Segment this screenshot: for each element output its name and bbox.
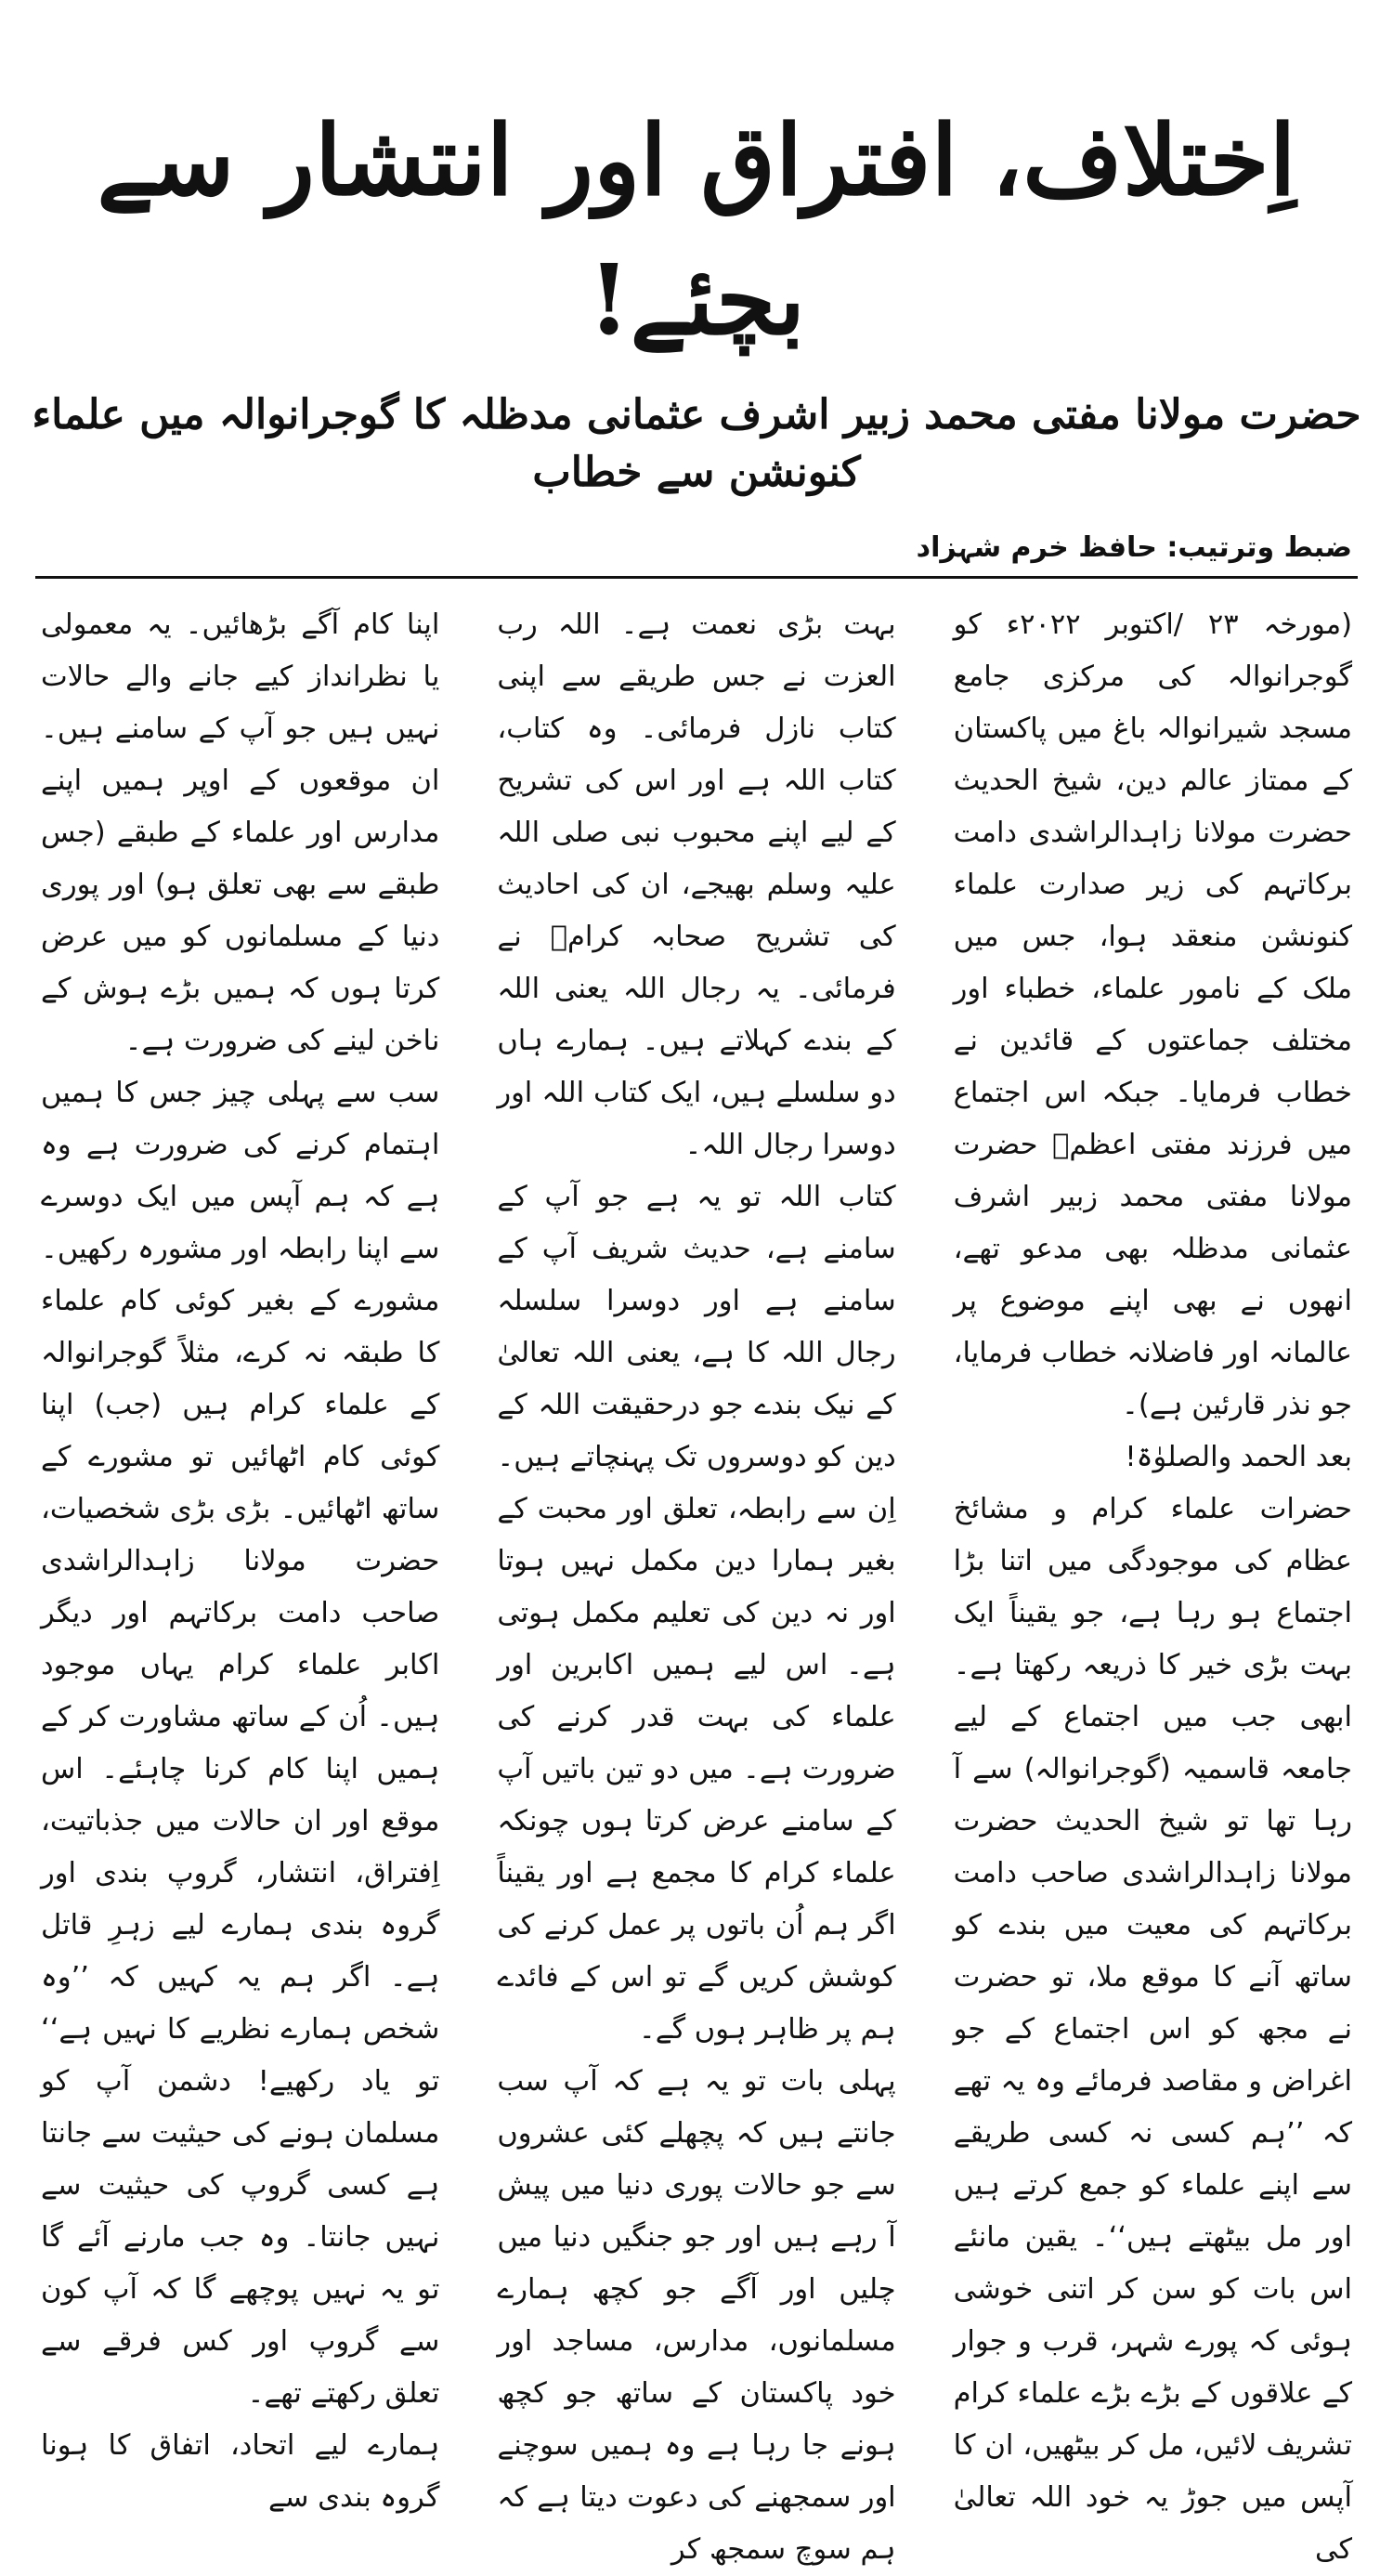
- paragraph: ہمارے لیے اتحاد، اتفاق کا ہونا گروہ بندی سے: [41, 2429, 440, 2514]
- paragraph: بعد الحمد والصلوٰۃ!: [1125, 1441, 1352, 1473]
- article-body: [32, 579, 1361, 2566]
- column-right: [953, 599, 1352, 2566]
- paragraph: (مورخہ ۲۳ /اکتوبر ۲۰۲۲ء کو گوجرانوالہ کی مرکزی جامع مسجد شیرانوالہ باغ میں پاکستان کے ممتاز عالم دین، شیخ الحدیث حضرت مولانا زاہدالراشدی دامت برکاتہم کی زیر صدارت علماء کنونشن منعقد ہوا، جس میں ملک کے نامور علماء، خطباء اور مختلف جماعتوں کے قائدین نے خطاب فرمایا۔ جبکہ اس اجتماع میں فرزند مفتی اعظمؒ حضرت مولانا مفتی محمد زبیر اشرف عثمانی مدظلہ بھی مدعو تھے، انھوں نے بھی اپنے موضوع پر عالمانہ اور فاضلانہ خطاب فرمایا، جو نذر قارئین ہے)۔: [953, 608, 1352, 1421]
- column-left: [41, 599, 440, 2514]
- paragraph: حضرات علماء کرام و مشائخ عظام کی موجودگی میں اتنا بڑا اجتماع ہو رہا ہے، جو یقیناً ایک بہت بڑی خیر کا ذریعہ رکھتا ہے۔ ابھی جب میں اجتماع کے لیے جامعہ قاسمیہ (گوجرانوالہ) سے آ رہا تھا تو شیخ الحدیث حضرت مولانا زاہدالراشدی صاحب دامت برکاتہم کی معیت میں بندے کو ساتھ آنے کا موقع ملا، تو حضرت نے مجھ کو اس اجتماع کے جو اغراض و مقاصد فرمائے وہ یہ تھے کہ ’’ہم کسی نہ کسی طریقے سے اپنے علماء کو جمع کرتے ہیں اور مل بیٹھتے ہیں‘‘۔ یقین مانئے اس بات کو سن کر اتنی خوشی ہوئی کہ پورے شہر، قرب و جوار کے علاقوں کے بڑے بڑے علماء کرام تشریف لائیں، مل کر بیٹھیں، ان کا آپس میں جوڑ یہ خود اللہ تعالیٰ کی: [953, 1493, 1352, 2566]
- paragraph: اپنا کام آگے بڑھائیں۔ یہ معمولی یا نظرانداز کیے جانے والے حالات نہیں ہیں جو آپ کے سامنے ہیں۔ ان موقعوں کے اوپر ہمیں اپنے مدارس اور علماء کے طبقے (جس طبقے سے بھی تعلق ہو) اور پوری دنیا کے مسلمانوں کو میں عرض کرتا ہوں کہ ہمیں بڑے ہوش کے ناخن لینے کی ضرورت ہے۔: [41, 608, 440, 1057]
- paragraph: بہت بڑی نعمت ہے۔ اللہ رب العزت نے جس طریقے سے اپنی کتاب نازل فرمائی۔ وہ کتاب، کتاب اللہ ہے اور اس کی تشریح کے لیے اپنے محبوب نبی صلی اللہ علیہ وسلم بھیجے، ان کی احادیث کی تشریح صحابہ کرامؓ نے فرمائی۔ یہ رجال اللہ یعنی اللہ کے بندے کہلاتے ہیں۔ ہمارے ہاں دو سلسلے ہیں، ایک کتاب اللہ اور دوسرا رجال اللہ۔: [497, 608, 896, 1161]
- paragraph: سب سے پہلی چیز جس کا ہمیں اہتمام کرنے کی ضرورت ہے وہ ہے کہ ہم آپس میں ایک دوسرے سے اپنا رابطہ اور مشورہ رکھیں۔ مشورے کے بغیر کوئی کام علماء کا طبقہ نہ کرے، مثلاً گوجرانوالہ کے علماء کرام ہیں (جب) اپنا کوئی کام اٹھائیں تو مشورے کے ساتھ اٹھائیں۔ بڑی بڑی شخصیات، حضرت مولانا زاہدالراشدی صاحب دامت برکاتہم اور دیگر اکابر علماء کرام یہاں موجود ہیں۔ اُن کے ساتھ مشاورت کر کے ہمیں اپنا کام کرنا چاہئے۔ اس موقع اور ان حالات میں جذباتیت، اِفتراق، انتشار، گروپ بندی اور گروہ بندی ہمارے لیے زہرِ قاتل ہے۔ اگر ہم یہ کہیں کہ ’’وہ شخص ہمارے نظریے کا نہیں ہے‘‘ تو یاد رکھیے! دشمن آپ کو مسلمان ہونے کی حیثیت سے جانتا ہے کسی گروپ کی حیثیت سے نہیں جانتا۔ وہ جب مارنے آئے گا تو یہ نہیں پوچھے گا کہ آپ کون سے گروپ اور کس فرقے سے تعلق رکھتے تھے۔: [41, 1077, 440, 2410]
- article-title: اِختلاف، افتراق اور انتشار سے بچئے!: [97, 103, 1296, 357]
- article-subtitle: حضرت مولانا مفتی محمد زبیر اشرف عثمانی مدظلہ کا گوجرانوالہ میں علماء کنونشن سے خطاب: [32, 391, 1361, 496]
- paragraph: پہلی بات تو یہ ہے کہ آپ سب جانتے ہیں کہ پچھلے کئی عشروں سے جو حالات پوری دنیا میں پیش آ رہے ہیں اور جو جنگیں دنیا میں چلیں اور آگے جو کچھ ہمارے مسلمانوں، مدارس، مساجد اور خود پاکستان کے ساتھ جو کچھ ہونے جا رہا ہے وہ ہمیں سوچنے اور سمجھنے کی دعوت دیتا ہے کہ ہم سوچ سمجھ کر: [497, 2065, 896, 2566]
- column-middle: [497, 599, 896, 2566]
- article-byline: ضبط وترتیب: حافظ خرم شہزاد: [916, 531, 1352, 564]
- paragraph: کتاب اللہ تو یہ ہے جو آپ کے سامنے ہے، حدیث شریف آپ کے سامنے ہے اور دوسرا سلسلہ رجال اللہ کا ہے، یعنی اللہ تعالیٰ کے نیک بندے جو درحقیقت اللہ کے دین کو دوسروں تک پہنچاتے ہیں۔ اِن سے رابطہ، تعلق اور محبت کے بغیر ہمارا دین مکمل نہیں ہوتا اور نہ دین کی تعلیم مکمل ہوتی ہے۔ اس لیے ہمیں اکابرین اور علماء کی بہت قدر کرنے کی ضرورت ہے۔ میں دو تین باتیں آپ کے سامنے عرض کرتا ہوں چونکہ علماء کرام کا مجمع ہے اور یقیناً اگر ہم اُن باتوں پر عمل کرنے کی کوشش کریں گے تو اس کے فائدے ہم پر ظاہر ہوں گے۔: [497, 1181, 896, 2046]
